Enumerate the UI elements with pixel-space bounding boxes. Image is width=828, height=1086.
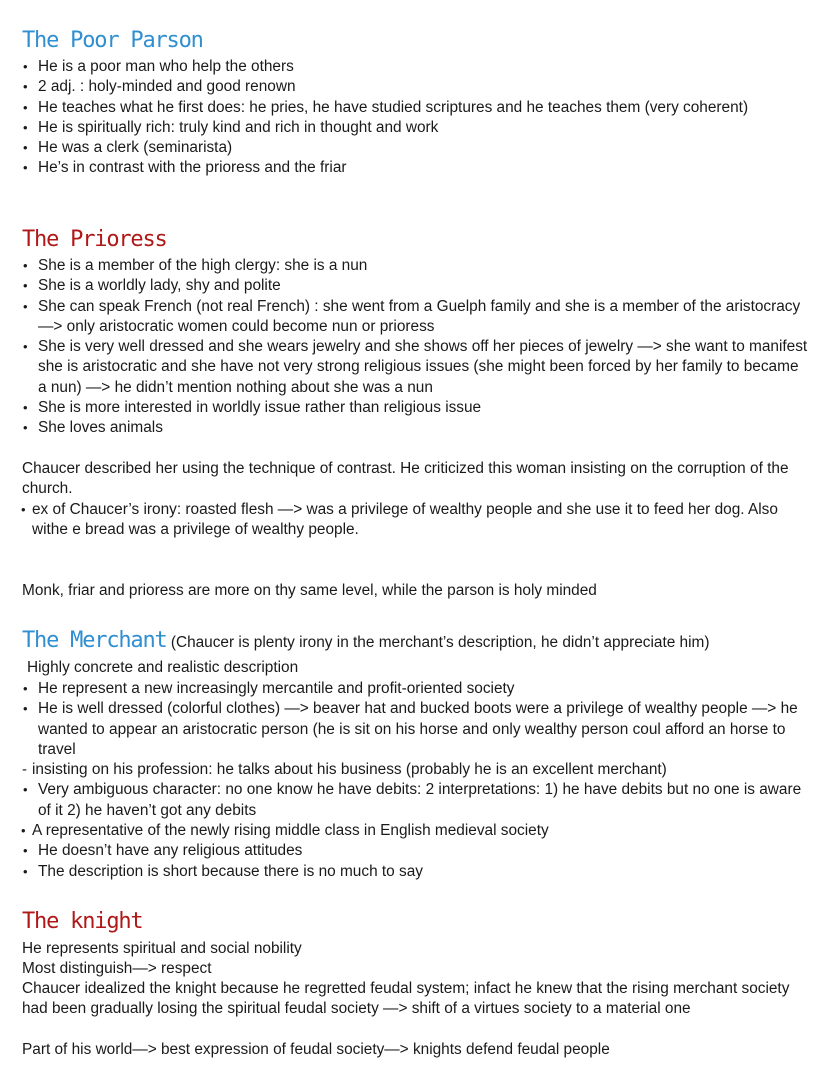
list-item: • She is a member of the high clergy: she is a nun	[0, 256, 828, 276]
list-item: • He doesn’t have any religious attitudes	[0, 841, 828, 861]
comparison-note: Monk, friar and prioress are more on thy same level, while the parson is holy minded	[22, 582, 597, 599]
list-item: • 2 adj. : holy-minded and good renown	[0, 77, 828, 97]
knight-line: Most distinguish—> respect	[22, 960, 212, 977]
heading-prioress: The Prioress	[22, 227, 167, 252]
merchant-intro: Highly concrete and realistic description	[27, 659, 299, 676]
merchant-bullet-list	[0, 679, 828, 882]
list-item: • He teaches what he first does: he pries, he have studied scriptures and he teaches them (very coherent)	[0, 98, 828, 118]
knight-line: Chaucer idealized the knight because he regretted feudal system; infact he knew that the rising merchant society had been gradually losing the spiritual feudal society —> shift of a virtues society to a material one	[22, 980, 790, 1018]
list-item: • He is well dressed (colorful clothes) —> beaver hat and bucked boots were a privilege of wealthy people —> he wanted to appear an aristocratic person (he is sit on his horse and only wealthy person coul afford an horse to travel	[0, 699, 828, 760]
list-item: - insisting on his profession: he talks about his business (probably he is an excellent merchant)	[0, 760, 828, 780]
list-item: • He is spiritually rich: truly kind and rich in thought and work	[0, 118, 828, 138]
list-item: • He’s in contrast with the prioress and the friar	[0, 158, 828, 178]
list-item: • She can speak French (not real French) : she went from a Guelph family and she is a member of the aristocracy —> only aristocratic women could become nun or prioress	[0, 297, 828, 338]
list-item: • He was a clerk (seminarista)	[0, 138, 828, 158]
parson-bullet-list	[0, 57, 828, 179]
knight-line: Part of his world—> best expression of feudal society—> knights defend feudal people	[22, 1041, 610, 1058]
list-item: • She loves animals	[0, 418, 828, 438]
list-item: • Very ambiguous character: no one know he have debits: 2 interpretations: 1) he have debits but no one is aware of it 2) he haven’t got any debits	[0, 780, 828, 821]
list-item: • He is a poor man who help the others	[0, 57, 828, 77]
list-item: • She is very well dressed and she wears jewelry and she shows off her pieces of jewelry —> she want to manifest she is aristocratic and she have not very strong religious issues (she might been forced by her family to became a nun) —> he didn’t mention nothing about she was a nun	[0, 337, 828, 398]
list-item: • He represent a new increasingly mercantile and profit-oriented society	[0, 679, 828, 699]
heading-poor-parson: The Poor Parson	[22, 28, 203, 53]
list-item: • She is more interested in worldly issue rather than religious issue	[0, 398, 828, 418]
list-item: • The description is short because there is no much to say	[0, 862, 828, 882]
prioress-irony-list	[0, 500, 828, 541]
list-item: • A representative of the newly rising middle class in English medieval society	[0, 821, 828, 841]
prioress-bullet-list	[0, 256, 828, 439]
list-item: • ex of Chaucer’s irony: roasted flesh —> was a privilege of wealthy people and she use it to feed her dog. Also withe e bread was a privilege of wealthy people.	[0, 500, 828, 541]
heading-knight: The knight	[22, 909, 143, 934]
merchant-aside: (Chaucer is plenty irony in the merchant’s description, he didn’t appreciate him)	[166, 634, 710, 651]
prioress-paragraph: Chaucer described her using the technique of contrast. He criticized this woman insisting on the corruption of the church.	[22, 460, 789, 498]
list-item: • She is a worldly lady, shy and polite	[0, 276, 828, 296]
merchant-title: The Merchant	[22, 628, 167, 653]
heading-merchant	[22, 628, 709, 656]
knight-line: He represents spiritual and social nobility	[22, 940, 302, 957]
